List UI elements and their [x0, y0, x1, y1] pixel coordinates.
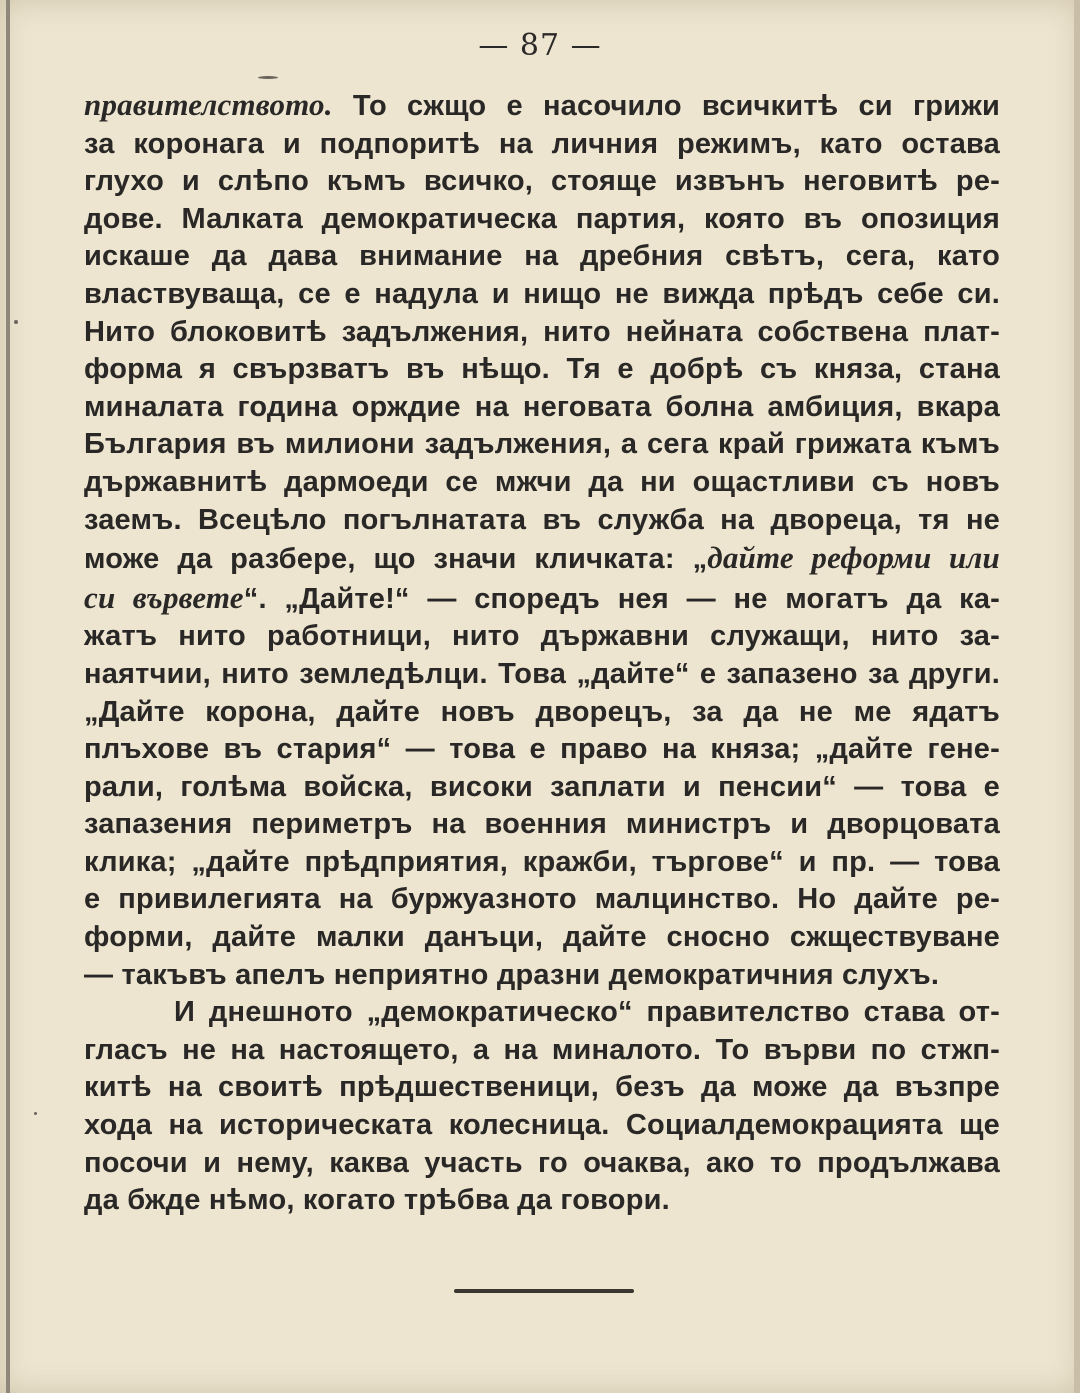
text-segment: дове. Малката демократическа партия, която въ опозиция: [84, 202, 1000, 235]
text-line: [84, 389, 1000, 427]
text-line: [84, 276, 1000, 314]
text-segment: „Дайте корона, дайте новъ дворецъ, за да не ме ядатъ: [84, 695, 1000, 728]
text-line: [84, 694, 1000, 732]
text-segment: искаше да дава внимание на дребния свѣтъ, сега, като: [84, 240, 1000, 273]
text-segment: “. „Дайте!“ — споредъ нея — не могатъ да ка-: [243, 582, 1000, 615]
text-segment: И днешното „демократическо“ правителство става от-: [174, 996, 1000, 1029]
text-line: [84, 731, 1000, 769]
text-segment: глухо и слѣпо къмъ всичко, стояще извънъ неговитѣ ре-: [84, 165, 1000, 198]
text-segment: да бжде нѣмо, когато трѣбва да говори.: [84, 1184, 670, 1217]
text-segment: плъхове въ стария“ — това е право на княза; „дайте гене-: [84, 733, 1000, 766]
text-segment: наятчии, нито земледѣлци. Това „дайте“ е запазено за други.: [84, 657, 1000, 690]
text-line: [84, 618, 1000, 656]
text-line: [84, 126, 1000, 164]
text-line: [84, 464, 1000, 502]
text-line: [84, 881, 1000, 919]
text-segment: за коронага и подпоритѣ на личния режимъ, като остава: [84, 127, 1000, 160]
paper-speck: [14, 320, 18, 324]
text-segment: посочи и нему, каква участь го очаква, ако то продължава: [84, 1146, 1000, 1179]
paper-speck: [34, 1112, 37, 1115]
text-line: [84, 919, 1000, 957]
text-segment: е привилегията на буржуазното малцинство. Но дайте ре-: [84, 883, 1000, 916]
text-segment: клика; „дайте прѣдприятия, кражби, търгове“ и пр. — това: [84, 845, 1000, 878]
text-line: [84, 1182, 1000, 1220]
text-segment: може да разбере, що значи кличката: „: [84, 543, 708, 576]
text-segment: България въ милиони задължения, а сега край грижата къмъ: [84, 428, 1000, 461]
text-line: [84, 1069, 1000, 1107]
text-line: [84, 656, 1000, 694]
paper-speck: [258, 76, 278, 79]
text-segment: форми, дайте малки данъци, дайте сносно сжществуване: [84, 921, 1000, 954]
text-segment: Нито блоковитѣ задължения, нито нейната собствена плат-: [84, 315, 1000, 348]
text-line: [84, 1107, 1000, 1145]
text-segment: китѣ на своитѣ прѣдшественици, безъ да може да възпре: [84, 1071, 1000, 1104]
page-number: — 87 —: [478, 28, 602, 63]
text-segment: То сжщо е насочило всичкитѣ си грижи: [332, 90, 1000, 122]
text-line: [84, 426, 1000, 464]
text-segment: гласъ не на настоящето, а на миналото. То върви по стжп-: [84, 1033, 1000, 1066]
text-line: [84, 351, 1000, 389]
page-binding-edge: [6, 0, 10, 1393]
text-line: [84, 1145, 1000, 1183]
text-line: [84, 201, 1000, 239]
text-segment: — такъвъ апелъ неприятно дразни демократичния слухъ.: [84, 958, 940, 991]
text-segment: заемъ. Всецѣло погълнатата въ служба на двореца, тя не: [84, 503, 1000, 536]
text-segment: жатъ нито работници, нито държавни служащи, нито за-: [84, 620, 1000, 653]
text-line: [84, 579, 1000, 619]
text-line: [84, 957, 1000, 995]
text-line: [84, 314, 1000, 352]
page-outer-edge: [1074, 0, 1080, 1393]
text-line: [84, 502, 1000, 540]
text-segment: рали, голѣма войска, високи заплати и пенсии“ — това е: [84, 770, 1000, 803]
text-segment: хода на историческата колесница. Социалдемокрацията ще: [84, 1109, 1000, 1142]
section-end-rule: [454, 1289, 634, 1293]
text-line: [84, 806, 1000, 844]
text-line: [84, 539, 1000, 579]
italic-text-segment: дайте реформи или: [707, 540, 1000, 576]
text-line: [84, 86, 1000, 126]
text-line: [84, 1032, 1000, 1070]
text-segment: държавнитѣ дармоеди се мжчи да ни ощастливи съ новъ: [84, 465, 1000, 498]
text-line: [84, 844, 1000, 882]
text-segment: миналата година орждие на неговата болна амбиция, вкара: [84, 390, 1000, 423]
text-segment: форма я свързватъ въ нѣщо. Тя е добрѣ съ княза, стана: [84, 353, 1000, 386]
italic-text-segment: си вървете: [84, 579, 244, 615]
body-text: [84, 86, 1000, 1220]
text-line: [84, 769, 1000, 807]
text-segment: запазения периметръ на военния министръ и дворцовата: [84, 808, 1000, 841]
text-line: [84, 994, 1000, 1032]
text-line: [84, 163, 1000, 201]
text-line: [84, 238, 1000, 276]
text-segment: властвуваща, се е надула и нищо не вижда прѣдъ себе си.: [84, 277, 1000, 310]
italic-text-segment: правителството.: [84, 87, 333, 122]
